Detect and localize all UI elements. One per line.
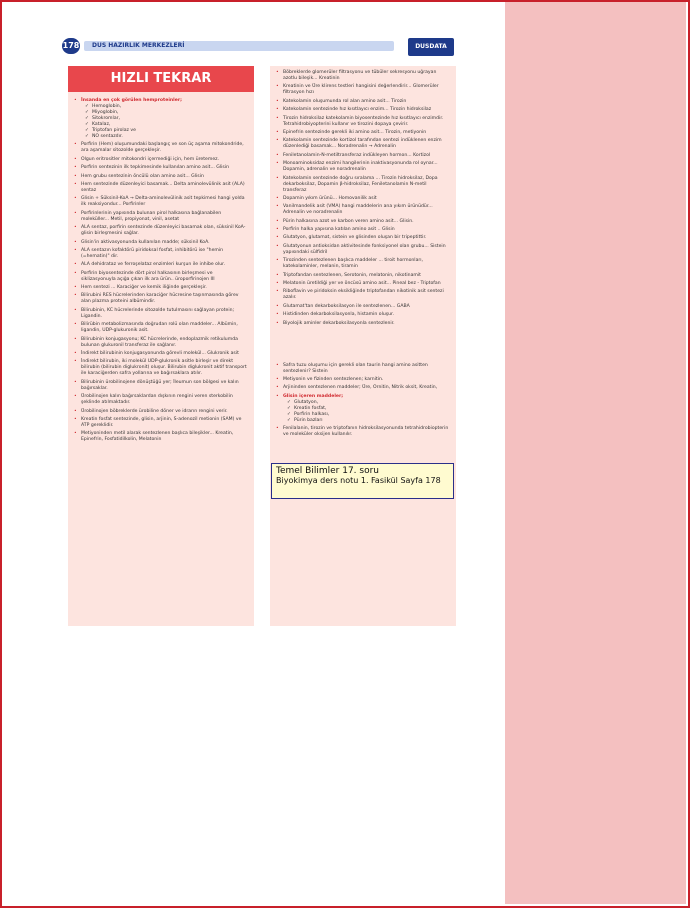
list-item: • Histidinden dekarboksilasyonla, histamin oluşur.: [276, 312, 450, 318]
list-item: • Porfirin sentezinin ilk tepkimesinde kullanılan amino asit... Glisin: [74, 165, 248, 171]
page-header: [62, 38, 452, 54]
hemprotein-list: [85, 104, 248, 140]
list-item: • Tirozin hidroksilaz katekolamin biyosentezinde hız kısıtlayıcı enzimdir. Tetrahidrobiyopterini kullanır ve tirozini dopaya çevirir.: [276, 116, 450, 128]
header-title: DUS HAZIRLIK MERKEZLERİ: [92, 42, 185, 49]
list-item: ✓ Glutatyon,: [287, 400, 450, 406]
list-item: • Bilirübin metabolizmasında doğrudan rolü olan maddeler... Albümin, ligandin, UDP-glukuronik asit.: [74, 322, 248, 334]
list-item: • Feniletanolamin-N-metiltransferaz indükleyen hormon... Kortizol: [276, 153, 450, 159]
list-item: • Fenilalanin, tirozin ve triptofanın hidroksilasyonunda tetrahidrobiopterin ve moleküler oksijen kullanılır.: [276, 426, 450, 438]
glycine-list: [287, 400, 450, 424]
list-item: • Metiyonin ve fizinden sentezlenen; karnitin.: [276, 377, 450, 383]
list-item: • Hem sentezinde düzenleyici basamak... Delta aminolevülinik asit (ALA) sentaz: [74, 182, 248, 194]
list-item: • Ürobilinojen kalın bağırsaklardan dışkının rengini veren sterkobilin şeklinde atılmaktadır.: [74, 394, 248, 406]
side-strip: [505, 2, 686, 904]
list-item: • Glisin + Süksinil-KoA → Delta-aminolevülinik asit tepkimesi hangi yolda ilk reaksiyondur... Porfirinler: [74, 196, 248, 208]
list-item: ✓ Miyoglobin,: [85, 110, 248, 116]
list-item: • Glisin'in aktivasyonunda kullanılan madde; süksinil KoA.: [74, 240, 248, 246]
list-item: • Triptofandan sentezlenen, Serotonin, melatonin, nikotinamit: [276, 273, 450, 279]
list-item: • Safra tuzu oluşumu için gerekli olan taurin hangi amino asitten sentezlenir? Sistein: [276, 363, 450, 375]
list-item: • Glisin içeren maddeler; ✓ Glutatyon, ✓ Kreatin fosfat, ✓ Porfirin halkası, ✓ Pürin bazları: [276, 394, 450, 424]
list-item: • Katekolamin oluşumunda rol alan amino asit... Tirozin: [276, 99, 450, 105]
brand-logo: DUSDATA: [408, 38, 454, 56]
list-item: • Porfirinlerinin yapısında bulunan pirol halkasına bağlanabilen moleküller... Metil, propiyonat, vinil, asetat: [74, 211, 248, 223]
list-item: • Bilirubinin ürobilinojene dönüştüğü yer; İleumun son bölgesi ve kalın bağırsaklar.: [74, 380, 248, 392]
list-item: • Tirozinden sentezlenen başlıca maddeler ... tiroit hormonları, katekolaminler, melanin, tiramin: [276, 258, 450, 270]
list-item: • Böbreklerde glomerüler filtrasyonu ve tübüler sekresyonu uğrayan azotlu bileşik... Kreatinin: [276, 70, 450, 82]
list-item: • Olgun eritrositler mitokondri içermediği için, hem üretemez.: [74, 157, 248, 163]
list-item: • Katekolamin sentezinde kortizol tarafından sentezi indüklenen enzim düzenlediği basamak... Noradrenalin → Adrenalin: [276, 138, 450, 150]
left-column: [68, 66, 254, 626]
list-item: • Porfirin halka yapısına katılan amino asit .. Glisin: [276, 227, 450, 233]
list-item: ✓ Hemoglobin,: [85, 104, 248, 110]
list-item: • Glutamat'tan dekarboksilasyon ile sentezlenen... GABA: [276, 304, 450, 310]
list-item: ✓ Katalaz,: [85, 122, 248, 128]
list-item: • ALA sentaz, porfirin sentezinde düzenleyici basamak olan, süksinil KoA-glisin birleşmesini sağlar.: [74, 225, 248, 237]
list-item: • Bilirubinin, KC hücrelerinde sitozolde tutulmasını sağlayan protein; Ligandin.: [74, 308, 248, 320]
list-item: • Kreatin fosfat sentezinde, glisin, arjinin, S-adenozil metionin (SAM) ve ATP gereklidir.: [74, 417, 248, 429]
note-title: Temel Bilimler 17. soru: [276, 466, 379, 476]
list-item: • Biyolojik aminler dekarboksilasyonla sentezlenir.: [276, 321, 450, 327]
list-item: • İndirekt bilirubinin konjugasyonunda görevli molekül... Glukronik asit: [74, 351, 248, 357]
list-item: • Monoaminoksidaz enzimi hangilerinin inaktivasyonunda rol oynar... Dopamin, adrenalin ve noradrenalin: [276, 161, 450, 173]
note-subtitle: Biyokimya ders notu 1. Fasikül Sayfa 178: [276, 476, 441, 485]
list-item: • Arjininden sentezlenen maddeler; Üre, Ornitin, Nitrik oksit, Kreatin,: [276, 385, 450, 391]
list-item: • Vanilmandelik asit (VMA) hangi maddelerin ana yıkım ürünüdür... Adrenalin ve noradrenalin: [276, 204, 450, 216]
list-item: • Katekolamin sentezinde doğru sıralama ... Tirozin hidroksilaz, Dopa dekarboksilaz, Dopamin β-hidroksilaz, Feniletanolamin N-metil transferaz: [276, 176, 450, 194]
left-list: [74, 98, 248, 443]
list-item: • Kreatinin ve Üre klirens testleri hangisini değerlendirir... Glomerüler filtrasyon hızı: [276, 84, 450, 96]
list-item: • ALA sentazın kofaktörü piridoksal fosfat, inhibitörü ise "hemin (=hematin)" dir.: [74, 248, 248, 260]
list-item: • ALA dehidrataz ve ferroşelataz enzimleri kurşun ile inhibe olur.: [74, 262, 248, 268]
right-list: [276, 70, 450, 438]
list-item: • Dopamin yıkım ürünü... Homovanilik asit: [276, 196, 450, 202]
section-title: HIZLI TEKRAR: [68, 66, 254, 92]
list-item: • Bilirubini RES hücrelerinden karaciğer hücresine taşınmasında görev alan plazma proteini albümindir.: [74, 293, 248, 305]
list-item: ✓ Porfirin halkası,: [287, 412, 450, 418]
list-item: • Porfirin biyosentezinde dört pirol halkasının birleşmesi ve siklizasyonuyla açığa çıkan ilk ara ürün.. üroporfirinojen III: [74, 271, 248, 283]
list-item: • Glutatyon, glutamat, sistein ve glisinden oluşan bir tripeptittir.: [276, 235, 450, 241]
list-item: • Porfirin (Hem) oluşumundaki başlangıç ve son üç aşama mitokondride, ara aşamalar sitozolde gerçekleşir.: [74, 142, 248, 154]
list-item: • Ürobilinojen böbreklerde ürobiline döner ve idrarın rengini verir.: [74, 409, 248, 415]
list-item: • Bilirubinin konjugasyonu; KC hücrelerinde, endoplazmik retikulumda bulunan glukuronil transferaz ile sağlanır.: [74, 337, 248, 349]
list-item: • İndirekt bilirubin, iki molekül UDP-glukronik asitle birleşir ve direkt bilirubin (bilirubin diglukronit) oluşur. Bilirubin diglukronit aktif transport ile karaciğerden safra yollarına ve bağırsaklara atılır.: [74, 359, 248, 377]
list-item: • Hem sentezi ... Karaciğer ve kemik iliğinde gerçekleşir.: [74, 285, 248, 291]
list-item: • İnsanda en çok görülen hemproteinler; ✓ Hemoglobin, ✓ Miyoglobin, ✓ Sitokromlar, ✓ Katalaz, ✓ Triptofan pirolaz ve ✓ NO sentazdır.: [74, 98, 248, 140]
list-item: • Melatonin üretildiği yer ve öncüsü amino asit... Pineal bez - Triptofan: [276, 281, 450, 287]
list-item: • Riboflavin ve piridoksin eksikliğinde triptofandan nikotinik asit sentezi azalır.: [276, 289, 450, 301]
list-item: • Pürin halkasına azot ve karbon veren amino asit... Glisin.: [276, 219, 450, 225]
list-item: • Hem grubu sentezinin öncülü olan amino asit... Glisin: [74, 174, 248, 180]
list-item: • Epinefrin sentezinde gerekli iki amino asit... Tirozin, metiyonin: [276, 130, 450, 136]
list-item: • Metiyoninden metil alarak sentezlenen başlıca bileşikler... Kreatin, Epinefrin, Fosfatidilkolin, Melatonin: [74, 431, 248, 443]
page-number: 178: [62, 38, 80, 54]
list-item: ✓ NO sentazdır.: [85, 134, 248, 140]
list-item: ✓ Pürin bazları: [287, 418, 450, 424]
list-item: ✓ Triptofan pirolaz ve: [85, 128, 248, 134]
list-item: ✓ Kreatin fosfat,: [287, 406, 450, 412]
list-item: ✓ Sitokromlar,: [85, 116, 248, 122]
list-item: • Glutatyonun antioksidan aktivitesinde fonksiyonel olan grubu... Sistein yapısındaki sülfidril: [276, 244, 450, 256]
right-column: [270, 66, 456, 626]
annotation-note: [271, 463, 454, 499]
list-item: • Katekolamin sentezinde hız kısıtlayıcı enzim... Tirozin hidroksilaz: [276, 107, 450, 113]
